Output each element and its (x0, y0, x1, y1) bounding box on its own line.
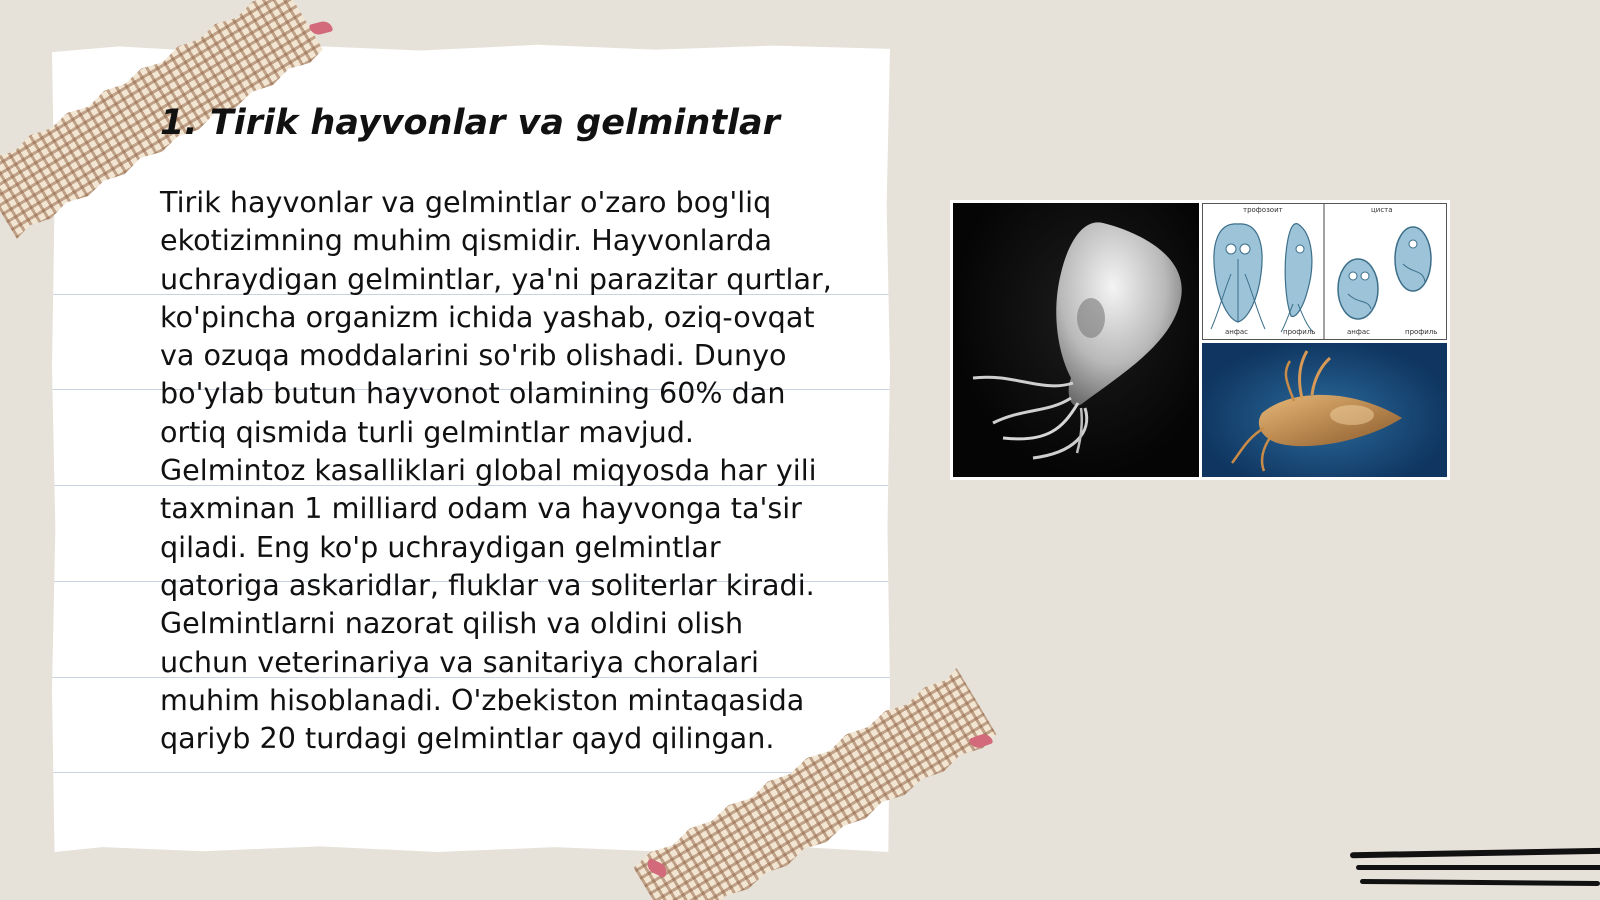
diagram-label-cyst: циста (1371, 206, 1393, 214)
decorative-stroke (1350, 848, 1600, 859)
giardia-3d-render-image (1202, 343, 1447, 477)
decorative-stroke (1356, 865, 1600, 870)
slide-title: 1. Tirik hayvonlar va gelmintlar (160, 103, 780, 143)
giardia-micrograph-image (953, 203, 1199, 477)
slide-body-text: Tirik hayvonlar va gelmintlar o'zaro bog'liq ekotizimning muhim qismidir. Hayvonlarda uchraydigan gelmintlar, ya'ni parazitar qurtlar, ko'pincha organizm ichida yashab, oziq-ovqat va ozuqa moddalarini so'rib olishadi. Dunyo bo'ylab butun hayvonot olamining 60% dan ortiq qismida turli gelmintlar mavjud. Gelmintoz kasalliklari global miqyosda har yili taxminan 1 milliard odam va hayvonga ta'sir qiladi. Eng ko'p uchraydigan gelmintlar qatoriga askaridlar, fluklar va soliterlar kiradi. Gelmintlarni nazorat qilish va oldini olish uchun veterinariya va sanitariya choralari muhim hisoblanadi. O'zbekiston mintaqasida qariyb 20 turdagi gelmintlar qayd qilingan. (160, 185, 832, 756)
decorative-stroke (1360, 879, 1600, 886)
giardia-micrograph-drawing (953, 203, 1199, 477)
giardia-image-collage (950, 200, 1450, 480)
diagram-label-profile: профиль (1283, 328, 1316, 336)
giardia-diagram-image (1202, 203, 1447, 340)
diagram-label-trophozoite: трофозоит (1243, 206, 1283, 214)
giardia-3d-render-drawing (1202, 343, 1447, 477)
giardia-diagram-drawing (1203, 204, 1446, 339)
diagram-label-profile: профиль (1405, 328, 1438, 336)
diagram-label-front: анфас (1347, 328, 1370, 336)
paper-rule-line (52, 772, 890, 773)
diagram-label-front: анфас (1225, 328, 1248, 336)
